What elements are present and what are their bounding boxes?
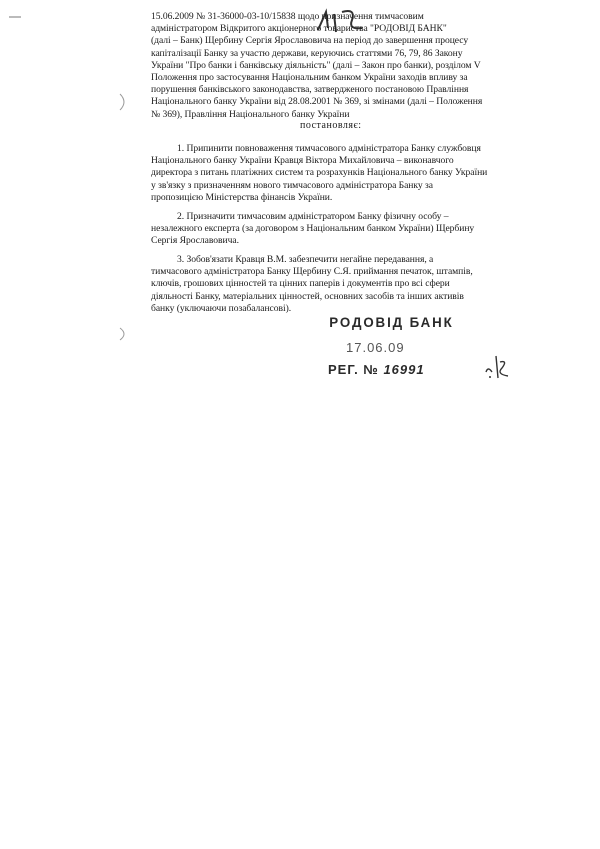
text-line: капіталізації Банку за участю держави, керуючись статтями 76, 79, 86 Закону bbox=[151, 47, 463, 59]
preamble-paragraph bbox=[151, 11, 529, 121]
item-2-paragraph bbox=[151, 211, 529, 248]
handwritten-initials-icon bbox=[482, 352, 512, 382]
stamp-date: 17.06.09 bbox=[346, 340, 405, 355]
text-line: № 369), Правління Національного банку України bbox=[151, 108, 350, 120]
binder-hole-icon bbox=[118, 326, 130, 342]
stamp-reg-label: РЕГ. № bbox=[328, 362, 379, 377]
stamp-registration bbox=[328, 362, 425, 377]
text-line: (далі – Банк) Щербину Сергія Ярославовича на період до завершення процесу bbox=[151, 35, 469, 47]
scan-mark-icon bbox=[8, 14, 22, 20]
text-line: ключів, грошових цінностей та цінних паперів і документів про всі сфери bbox=[151, 278, 450, 290]
stamp-reg-number: 16991 bbox=[383, 362, 425, 377]
text-line: Національного банку України від 28.08.2001 № 369, зі змінами (далі – Положення bbox=[151, 96, 483, 108]
item-1-paragraph bbox=[151, 143, 529, 204]
text-line: банку (уключаючи позабалансові). bbox=[151, 302, 292, 314]
stamp-bank-name: РОДОВІД БАНК bbox=[329, 314, 454, 330]
text-line: незалежного експерта (за договором з Національним банком України) Щербину bbox=[151, 223, 475, 235]
resolution-heading: постановляє: bbox=[300, 120, 362, 131]
text-line: 1. Припинити повноваження тимчасового адміністратора Банку службовця bbox=[177, 143, 481, 154]
text-line: діяльності Банку, матеріальних цінностей, основних засобів та інших активів bbox=[151, 290, 464, 302]
text-line: України "Про банки і банківську діяльність" (далі – Закон про банки), розділом V bbox=[151, 59, 481, 71]
text-line: 3. Зобов'язати Кравця В.М. забезпечити негайне передавання, а bbox=[177, 254, 434, 265]
text-line: Сергія Ярославовича. bbox=[151, 235, 239, 247]
text-line: Положення про застосування Національним банком України заходів впливу за bbox=[151, 72, 468, 84]
item-3-paragraph bbox=[151, 254, 529, 315]
text-line: у зв'язку з призначенням нового тимчасового адміністратора Банку за bbox=[151, 179, 433, 191]
text-line: адміністратором Відкритого акціонерного товариства "РОДОВІД БАНК" bbox=[151, 23, 447, 35]
text-line: порушення банківського законодавства, затвердженого постановою Правління bbox=[151, 84, 469, 96]
text-line: директора з питань платіжних систем та розрахунків Національного банку України bbox=[151, 167, 488, 179]
text-line: тимчасового адміністратора Банку Щербину С.Я. приймання печаток, штампів, bbox=[151, 266, 473, 278]
text-line: Національного банку України Кравця Віктора Михайловича – виконавчого bbox=[151, 155, 454, 167]
text-line: 15.06.2009 № 31-36000-03-10/15838 щодо призначення тимчасовим bbox=[151, 11, 424, 22]
binder-hole-icon bbox=[118, 92, 130, 112]
text-line: 2. Призначити тимчасовим адміністратором Банку фізичну особу – bbox=[177, 211, 449, 222]
text-line: пропозицією Міністерства фінансів України. bbox=[151, 191, 333, 203]
